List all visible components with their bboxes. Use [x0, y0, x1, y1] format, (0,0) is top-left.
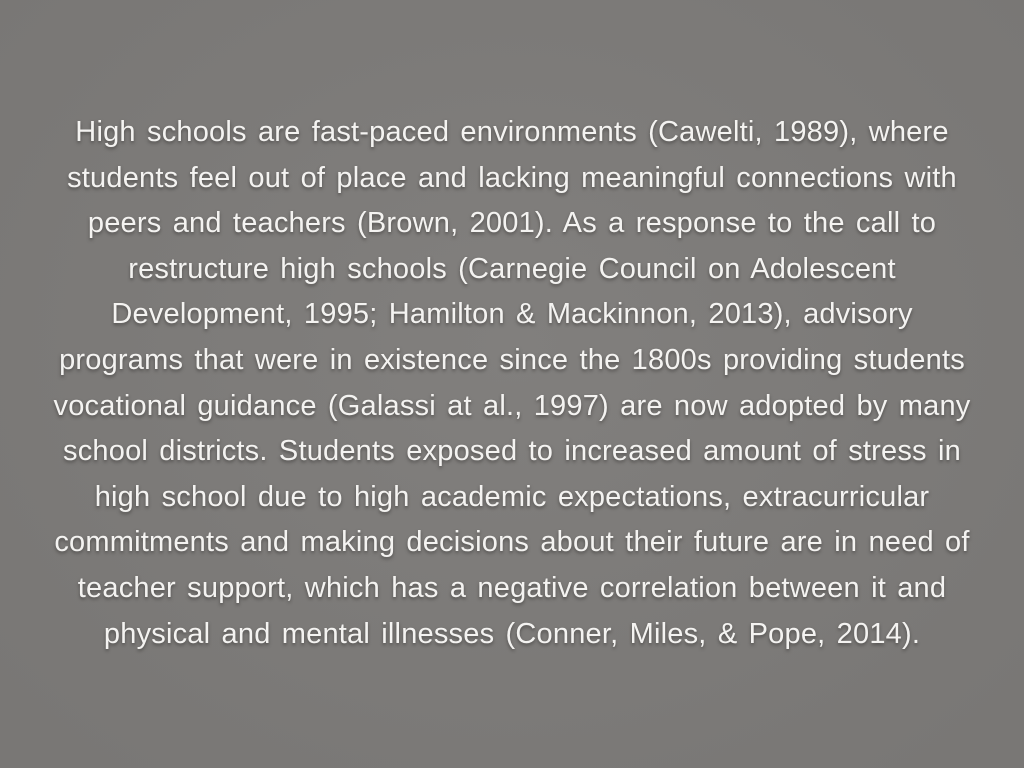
text-line: programs that were in existence since the 1800s providing students: [59, 343, 965, 376]
text-line: students feel out of place and lacking meaningful connections with: [67, 161, 957, 194]
text-line: teacher support, which has a negative correlation between it and: [77, 571, 947, 604]
text-line: restructure high schools (Carnegie Council on Adolescent: [128, 252, 896, 285]
text-line: Development, 1995; Hamilton & Mackinnon, 2013), advisory: [111, 298, 913, 331]
text-line: school districts. Students exposed to increased amount of stress in: [63, 435, 961, 468]
text-line: peers and teachers (Brown, 2001). As a response to the call to: [87, 207, 937, 240]
text-line: High schools are fast-paced environments (Cawelti, 1989), where: [75, 116, 949, 148]
text-line: vocational guidance (Galassi at al., 1997) are now adopted by many: [53, 389, 971, 422]
text-line: high school due to high academic expectations, extracurricular: [94, 480, 930, 513]
text-line: physical and mental illnesses (Conner, Miles, & Pope, 2014).: [103, 617, 921, 650]
body-text-block: [0, 110, 1024, 657]
text-line: commitments and making decisions about their future are in need of: [54, 526, 970, 559]
